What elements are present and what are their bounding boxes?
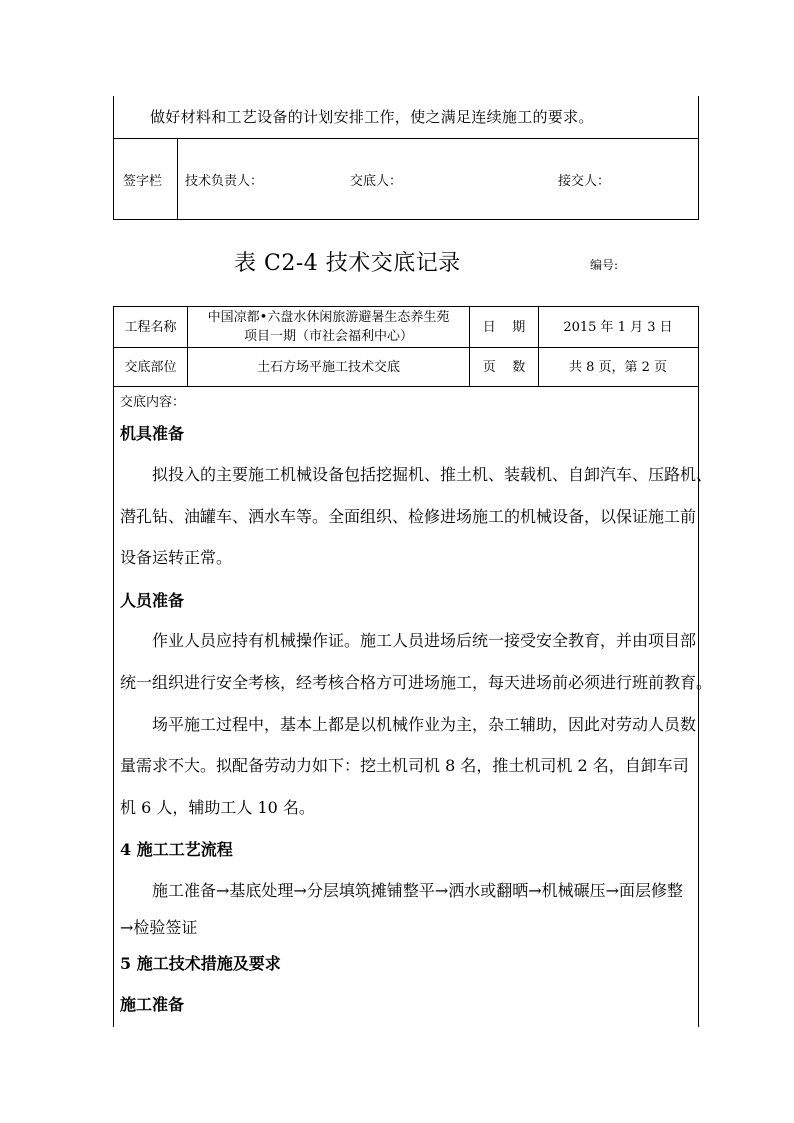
table-divider — [177, 138, 178, 219]
paragraph-line: 量需求不大。拟配备劳动力如下：挖土机司机 8 名，推土机司机 2 名，自卸车司 — [120, 756, 689, 775]
machinery-heading: 机具准备 — [120, 424, 185, 443]
project-name-line: 中国凉都•六盘水休闲旅游避暑生态养生苑 — [207, 310, 450, 325]
pages-label: 页 数 — [482, 359, 526, 375]
table-divider — [113, 138, 698, 139]
tech-lead-field: 技术负责人： — [185, 174, 264, 189]
process-heading: 4 施工工艺流程 — [120, 840, 233, 859]
paragraph-line: 机 6 人，辅助工人 10 名。 — [120, 798, 315, 817]
part-label: 交底部位 — [124, 359, 177, 375]
prep-heading: 施工准备 — [120, 995, 185, 1014]
personnel-heading: 人员准备 — [120, 591, 185, 610]
paragraph-line: →检验签证 — [120, 918, 198, 937]
paragraph-line: 拟投入的主要施工机械设备包括挖掘机、推土机、装载机、自卸汽车、压路机、 — [152, 465, 713, 484]
project-name-line: 项目一期（市社会福利中心） — [243, 329, 413, 344]
paragraph-line: 场平施工过程中，基本上都是以机械作业为主，杂工辅助，因此对劳动人员数 — [152, 715, 697, 734]
paragraph-line: 作业人员应持有机械操作证。施工人员进场后统一接受安全教育，并由项目部 — [152, 631, 697, 650]
paragraph-line: 设备运转正常。 — [120, 548, 233, 567]
document-number-label: 编号: — [590, 258, 619, 272]
paragraph-line: 施工准备→基底处理→分层填筑摊铺整平→洒水或翻晒→机械碾压→面层修整 — [152, 881, 684, 900]
pages-value: 共 8 页，第 2 页 — [568, 359, 668, 375]
handover-person-field: 交底人： — [350, 174, 403, 189]
table-divider — [113, 386, 698, 387]
content-label: 交底内容： — [120, 395, 186, 410]
project-name-value — [188, 307, 469, 347]
continued-text: 做好材料和工艺设备的计划安排工作，使之满足连续施工的要求。 — [150, 108, 594, 126]
date-value: 2015 年 1 月 3 日 — [563, 319, 673, 335]
part-value: 土石方场平施工技术交底 — [256, 359, 400, 375]
measures-heading: 5 施工技术措施及要求 — [120, 954, 281, 973]
page-title: 表 C2-4 技术交底记录 — [234, 251, 461, 276]
record-table-frame — [113, 306, 699, 1027]
sign-label: 签字栏 — [123, 174, 163, 189]
paragraph-line: 统一组织进行安全考核，经考核合格方可进场施工，每天进场前必须进行班前教育。 — [120, 673, 713, 692]
project-name-label: 工程名称 — [124, 319, 177, 335]
receiver-field: 接交人： — [558, 174, 611, 189]
paragraph-line: 潜孔钻、油罐车、洒水车等。全面组织、检修进场施工的机械设备，以保证施工前 — [120, 507, 697, 526]
date-label: 日 期 — [482, 319, 526, 335]
